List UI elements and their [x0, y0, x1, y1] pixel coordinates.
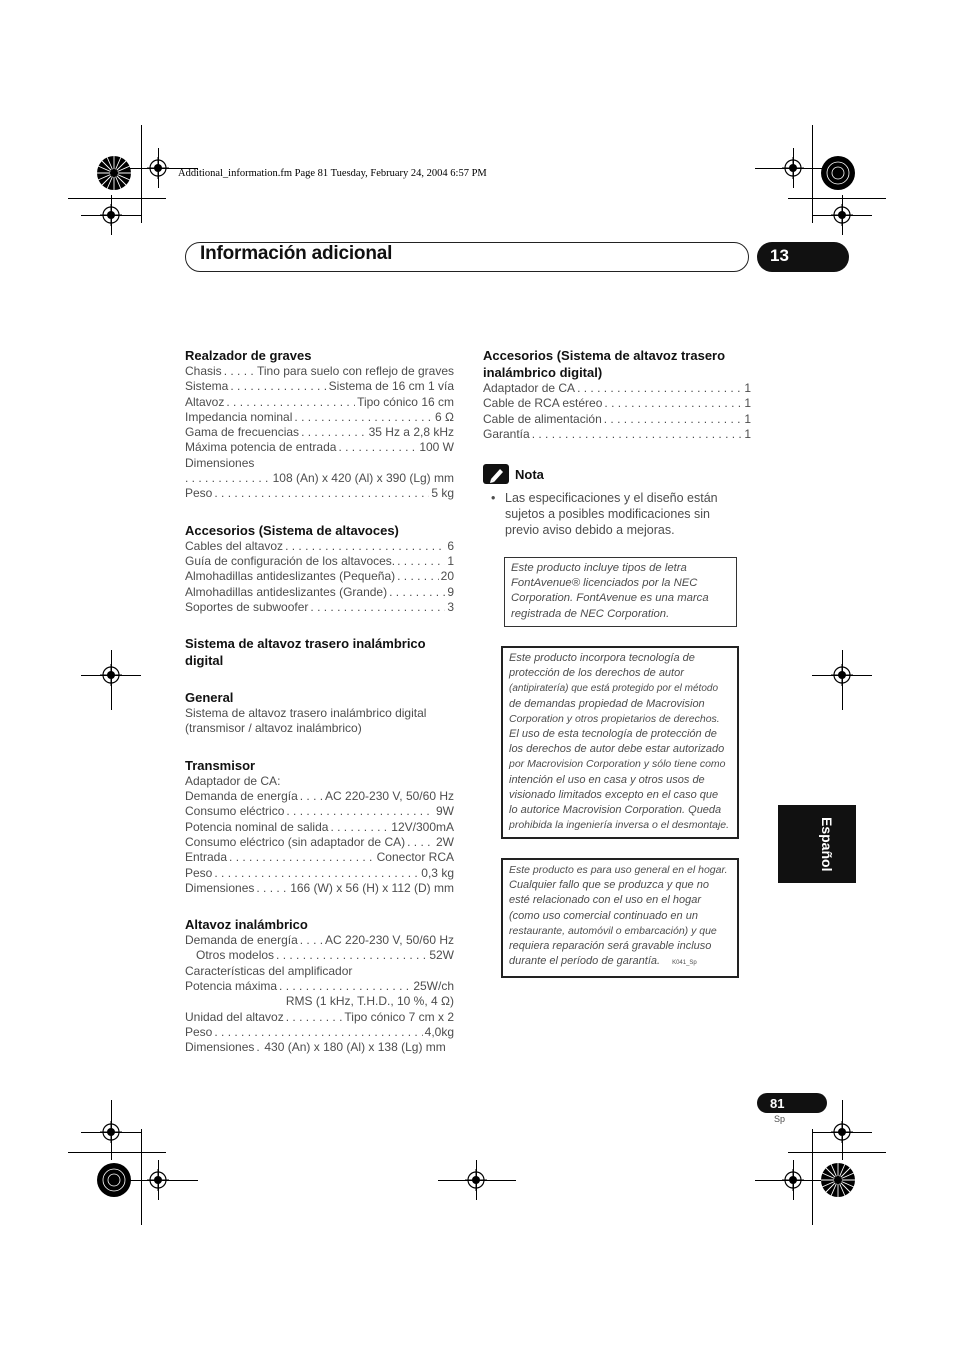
spec-row: Peso . . . 5 kg: [185, 486, 454, 501]
body-text: Adaptador de CA:: [185, 773, 281, 788]
registration-target-icon: [831, 664, 853, 686]
language-tab-label: Español: [819, 816, 835, 872]
page-language-code: Sp: [774, 1114, 786, 1124]
body-text: (transmisor / altavoz inalámbrico): [185, 721, 362, 736]
spec-row: Potencia nominal de salida . . . 12V/300mA: [185, 820, 454, 835]
section-heading: digital: [185, 653, 224, 669]
body-text: Sistema de altavoz trasero inalámbrico digital: [185, 706, 427, 721]
pencil-note-icon: [483, 464, 509, 484]
spec-row: Dimensiones . . . 430 (An) x 180 (Al) x 138 (Lg) mm: [185, 1040, 454, 1055]
spec-row: Cables del altavoz . . . 6: [185, 539, 454, 554]
body-text: Características del amplificador: [185, 963, 353, 978]
spec-row: Peso . . . 4,0kg: [185, 1025, 454, 1040]
spec-row: Impedancia nominal . . . 6 Ω: [185, 410, 454, 425]
spec-row: Almohadillas antideslizantes (Pequeña) . . . 20: [185, 569, 454, 584]
registration-target-icon: [147, 1169, 169, 1191]
spec-row: Unidad del altavoz . . . Tipo cónico 7 cm x 2: [185, 1010, 454, 1025]
warranty-notice: Este producto es para uso general en el hogar. Cualquier fallo que se produzca y que no esté relacionado con el uso en el hogar (como uso comercial continuado en un restaurante, automóvil o embarcación) y que requiera reparación será gravable incluso durante el período de garantía. K041_Sp: [501, 858, 739, 978]
section-heading: inalámbrico digital): [483, 365, 603, 380]
spec-row: Demanda de energía . . . AC 220-230 V, 50/60 Hz: [185, 789, 454, 804]
registration-target-icon: [831, 204, 853, 226]
registration-target-icon: [465, 1169, 487, 1191]
spec-label: Dimensiones: [185, 455, 255, 470]
chapter-number: 13: [770, 246, 789, 265]
registration-target-icon: [147, 157, 169, 179]
note-header: [483, 464, 751, 484]
spec-row: Consumo eléctrico (sin adaptador de CA) . . . 2W: [185, 835, 454, 850]
registration-rose-icon: [820, 1162, 856, 1198]
file-meta-line: Additional_information.fm Page 81 Tuesday, February 24, 2004 6:57 PM: [178, 168, 487, 179]
spec-row: Consumo eléctrico . . . 9W: [185, 804, 454, 819]
section-heading: General: [185, 690, 234, 706]
spec-row: Guía de configuración de los altavoces. . . . 1: [185, 554, 454, 569]
left-column: [185, 347, 454, 1056]
spec-row: Adaptador de CA . . . 1: [483, 381, 751, 396]
spec-row: Dimensiones . . . 166 (W) x 56 (H) x 112 (D) mm: [185, 881, 454, 896]
registration-target-icon: [100, 1121, 122, 1143]
spec-row: Potencia máxima . . . 25W/ch: [185, 979, 454, 994]
spec-row: Demanda de energía . . . AC 220-230 V, 50/60 Hz: [185, 933, 454, 948]
page-title: Información adicional: [200, 243, 393, 264]
registration-target-icon: [782, 1169, 804, 1191]
spec-row: Almohadillas antideslizantes (Grande) . . . 9: [185, 585, 454, 600]
section-heading: Sistema de altavoz trasero inalámbrico: [185, 636, 426, 652]
page-number-badge: [757, 1093, 827, 1113]
spec-row: Sistema . . . Sistema de 16 cm 1 vía: [185, 379, 454, 394]
registration-target-icon: [100, 664, 122, 686]
fontavenue-notice: Este producto incluye tipos de letra FontAvenue® licenciados por la NEC Corporation. FontAvenue es una marca registrada de NEC Corporation.: [504, 557, 737, 627]
page-number: 81: [770, 1096, 785, 1111]
spec-row: Entrada . . . Conector RCA: [185, 850, 454, 865]
note-label: Nota: [515, 466, 544, 482]
registration-target-icon: [782, 157, 804, 179]
document-code: K041_Sp: [672, 960, 697, 967]
note-text: • Las especificaciones y el diseño están sujetos a posibles modificaciones sin previo aviso debido a mejoras.: [483, 490, 751, 538]
spec-row: Otros modelos . . . 52W: [185, 948, 454, 963]
spec-row: Garantía . . . 1: [483, 427, 751, 442]
spec-row: . . . 108 (An) x 420 (Al) x 390 (Lg) mm: [185, 471, 454, 486]
section-heading: Accesorios (Sistema de altavoz trasero: [483, 348, 726, 363]
registration-target-icon: [831, 1121, 853, 1143]
registration-rose-icon: [820, 155, 856, 191]
spec-row: RMS (1 kHz, T.H.D., 10 %, 4 Ω): [285, 994, 454, 1009]
spec-row: Altavoz . . . Tipo cónico 16 cm: [185, 395, 454, 410]
registration-rose-icon: [96, 155, 132, 191]
section-heading: Realzador de graves: [185, 348, 312, 363]
registration-target-icon: [100, 204, 122, 226]
section-heading: Transmisor: [185, 757, 256, 773]
spec-row: Gama de frecuencias . . . 35 Hz a 2,8 kHz: [185, 425, 454, 440]
right-column: [483, 347, 751, 538]
spec-row: Cable de RCA estéreo . . . 1: [483, 396, 751, 411]
spec-row: Chasis . . . Tino para suelo con reflejo de graves: [185, 364, 454, 379]
spec-row: Máxima potencia de entrada . . . 100 W: [185, 440, 454, 455]
macrovision-notice: Este producto incorpora tecnología de protección de los derechos de autor (antipiratería) que está protegido por el método de demandas propiedad de Macrovision Corporation y otros propietarios de derechos. El uso de esta tecnología de protección de los derechos de autor debe estar autorizado por Macrovision Corporation y sólo tiene como intención el uso en casa y otros usos de visionado limitados excepto en el caso que lo autorice Macrovision Corporation. Queda prohibida la ingeniería inversa o el desmontaje.: [501, 646, 739, 839]
spec-row: Soportes de subwoofer . . . 3: [185, 600, 454, 615]
section-heading: Altavoz inalámbrico: [185, 917, 308, 933]
registration-rose-icon: [96, 1162, 132, 1198]
section-heading: Accesorios (Sistema de altavoces): [185, 522, 399, 538]
spec-row: Peso . . . 0,3 kg: [185, 866, 454, 881]
spec-row: Cable de alimentación . . . 1: [483, 412, 751, 427]
